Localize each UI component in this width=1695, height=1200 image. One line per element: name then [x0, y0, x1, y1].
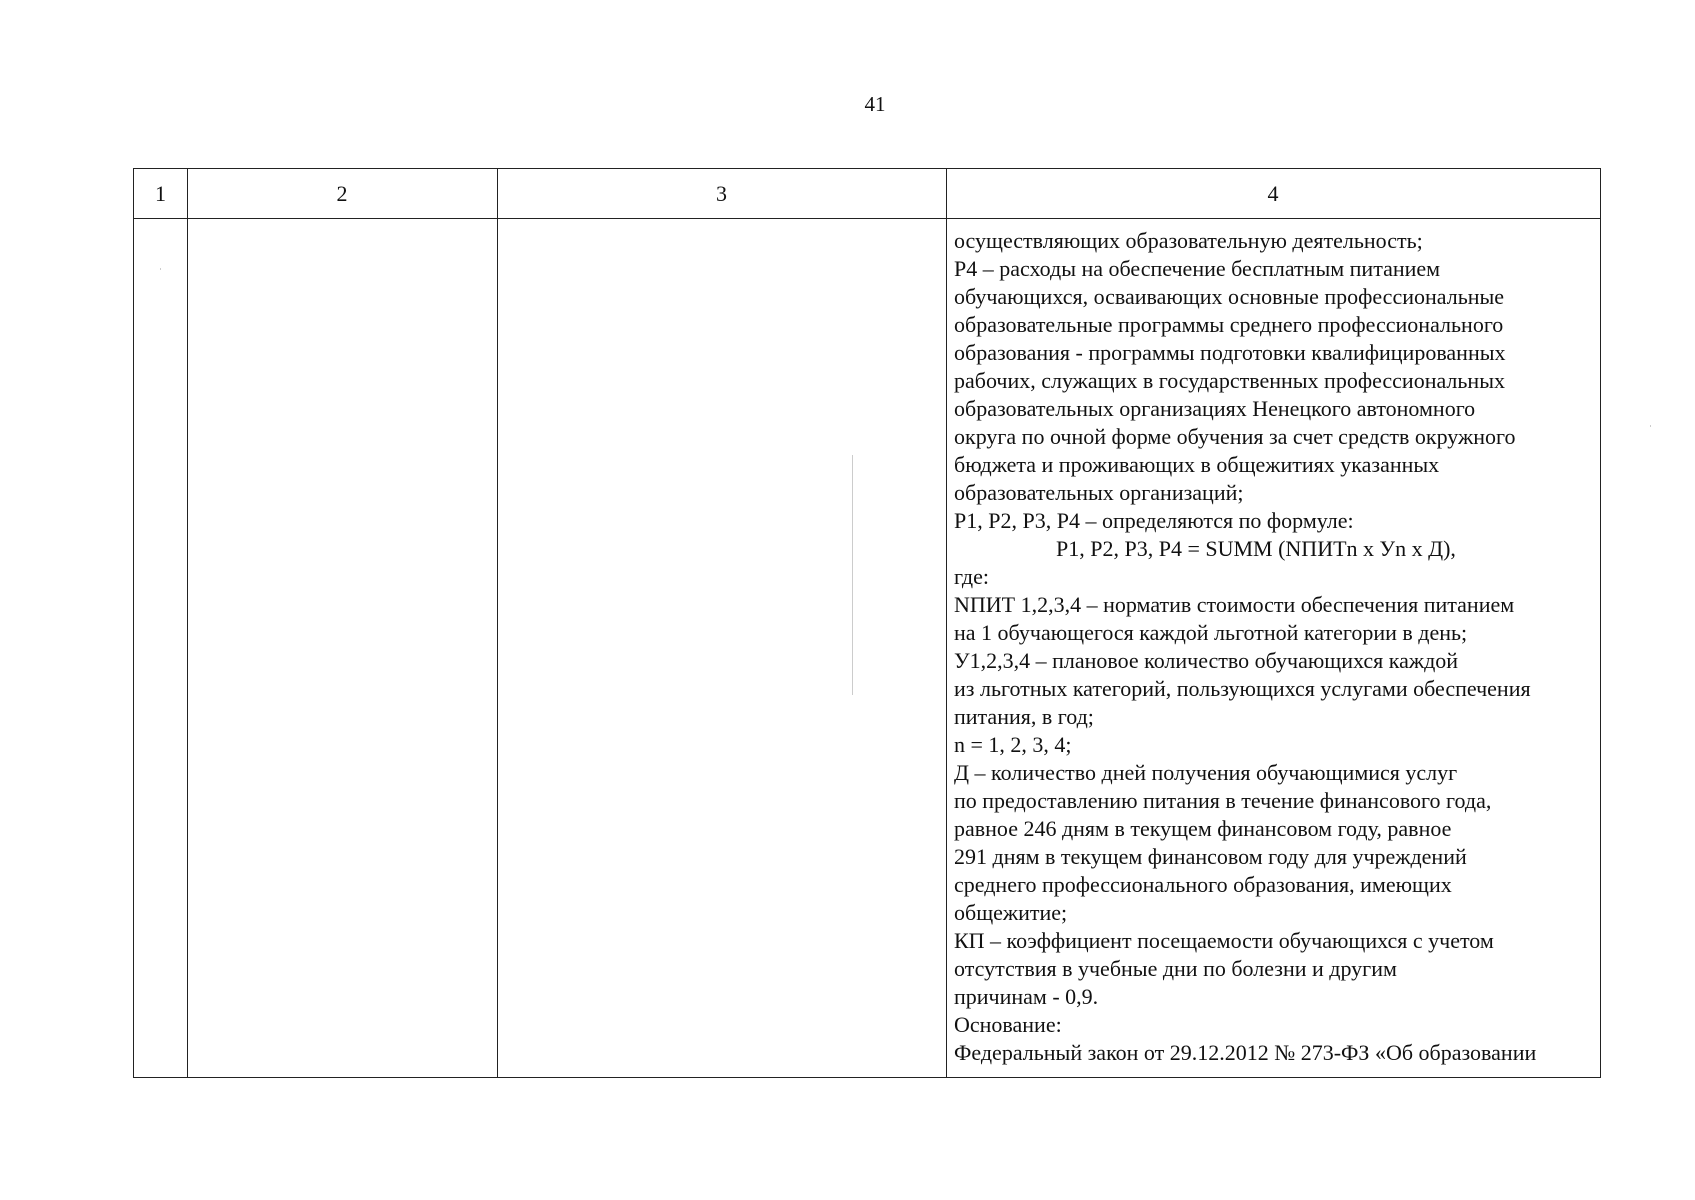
cell-text-line: Федеральный закон от 29.12.2012 № 273-ФЗ «Об образовании — [954, 1040, 1537, 1065]
column-header-2: 2 — [336, 181, 348, 206]
cell-text-line: образовательных организациях Ненецкого автономного — [954, 396, 1476, 421]
cell-text-line: NПИТ 1,2,3,4 – норматив стоимости обеспечения питанием — [954, 592, 1515, 617]
scan-artifact — [852, 455, 853, 695]
cell-text-line: по предоставлению питания в течение финансового года, — [954, 788, 1492, 813]
cell-text-line: образовательные программы среднего профессионального — [954, 312, 1504, 337]
cell-text-line: осуществляющих образовательную деятельность; — [954, 228, 1423, 253]
cell-text-line: среднего профессионального образования, имеющих — [954, 872, 1452, 897]
cell-text-line: бюджета и проживающих в общежитиях указанных — [954, 452, 1440, 477]
formula-line: Р1, Р2, Р3, Р4 = SUMM (NПИТn х Уn х Д), — [1056, 536, 1456, 561]
scan-artifact — [160, 268, 161, 270]
column-header-3: 3 — [716, 181, 727, 206]
cell-text-line: КП – коэффициент посещаемости обучающихся с учетом — [954, 928, 1494, 953]
column-divider — [497, 169, 498, 1077]
cell-text-line: Основание: — [954, 1012, 1062, 1037]
header-row-divider — [134, 218, 1600, 219]
column-header-4: 4 — [1267, 181, 1279, 206]
page-number: 41 — [864, 92, 886, 116]
cell-text-line: округа по очной форме обучения за счет средств окружного — [954, 424, 1516, 449]
cell-text-line: Р4 – расходы на обеспечение бесплатным питанием — [954, 256, 1441, 281]
column-divider — [187, 169, 188, 1077]
cell-text-line: обучающихся, осваивающих основные профессиональные — [954, 284, 1505, 309]
document-table — [133, 168, 1601, 1078]
cell-text-line: где: — [954, 564, 989, 589]
cell-text-line: причинам - 0,9. — [954, 984, 1099, 1009]
cell-text-line: Р1, Р2, Р3, Р4 – определяются по формуле: — [954, 508, 1354, 533]
cell-text-line: образовательных организаций; — [954, 480, 1244, 505]
column-header-1: 1 — [155, 181, 166, 206]
cell-text-line: рабочих, служащих в государственных профессиональных — [954, 368, 1505, 393]
cell-text-line: 291 дням в текущем финансовом году для учреждений — [954, 844, 1467, 869]
scan-artifact — [1650, 425, 1651, 427]
cell-text-line: общежитие; — [954, 900, 1068, 925]
cell-text-line: Д – количество дней получения обучающимися услуг — [954, 760, 1458, 785]
cell-text-line: равное 246 дням в текущем финансовом году, равное — [954, 816, 1452, 841]
cell-text-line: У1,2,3,4 – плановое количество обучающихся каждой — [954, 648, 1459, 673]
cell-text-line: n = 1, 2, 3, 4; — [954, 732, 1072, 757]
column-4-cell — [954, 227, 1594, 1067]
cell-text-line: на 1 обучающегося каждой льготной категории в день; — [954, 620, 1468, 645]
cell-text-line: отсутствия в учебные дни по болезни и другим — [954, 956, 1397, 981]
column-divider — [946, 169, 947, 1077]
cell-text-line: образования - программы подготовки квалифицированных — [954, 340, 1506, 365]
cell-text-line: из льготных категорий, пользующихся услугами обеспечения — [954, 676, 1531, 701]
cell-text-line: питания, в год; — [954, 704, 1094, 729]
